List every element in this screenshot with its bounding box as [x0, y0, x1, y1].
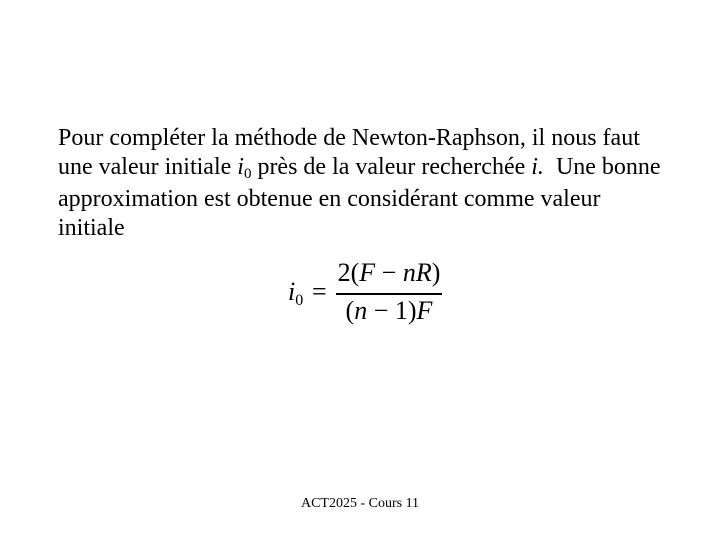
formula-numerator [336, 260, 442, 291]
paragraph-line-1: Pour compléter la méthode de Newton-Raphson, il nous faut [58, 125, 640, 151]
den-n: n [354, 296, 368, 325]
formula-denominator [336, 298, 442, 324]
formula-fraction [336, 260, 442, 324]
formula-equals: = [312, 277, 327, 306]
variable-i: i [237, 154, 244, 180]
fraction-bar [336, 293, 442, 295]
body-paragraph [58, 124, 678, 243]
variable-i-end: i. [531, 154, 544, 180]
formula-subscript-zero: 0 [295, 292, 304, 309]
paragraph-line-2 [58, 153, 678, 185]
num-nR: nR [402, 258, 432, 287]
num-minus: − [375, 258, 403, 287]
paragraph-line-3: approximation est obtenue en considérant comme valeur [58, 186, 601, 212]
formula-lhs [288, 277, 304, 309]
num-F: F [359, 258, 376, 287]
num-close: ) [431, 258, 441, 287]
line2-text-before: une valeur initiale [58, 154, 238, 180]
line2-text-middle: près de la valeur recherchée [251, 154, 532, 180]
den-open: ( [345, 296, 355, 325]
den-F: F [416, 296, 433, 325]
subscript-zero: 0 [243, 166, 252, 182]
den-rest: − 1) [367, 296, 417, 325]
num-coef: 2( [337, 258, 360, 287]
paragraph-line-4: initiale [58, 215, 125, 241]
formula-var-i: i [288, 277, 296, 306]
slide-footer: ACT2025 - Cours 11 [300, 496, 420, 511]
line2-text-after: Une bonne [549, 154, 661, 180]
